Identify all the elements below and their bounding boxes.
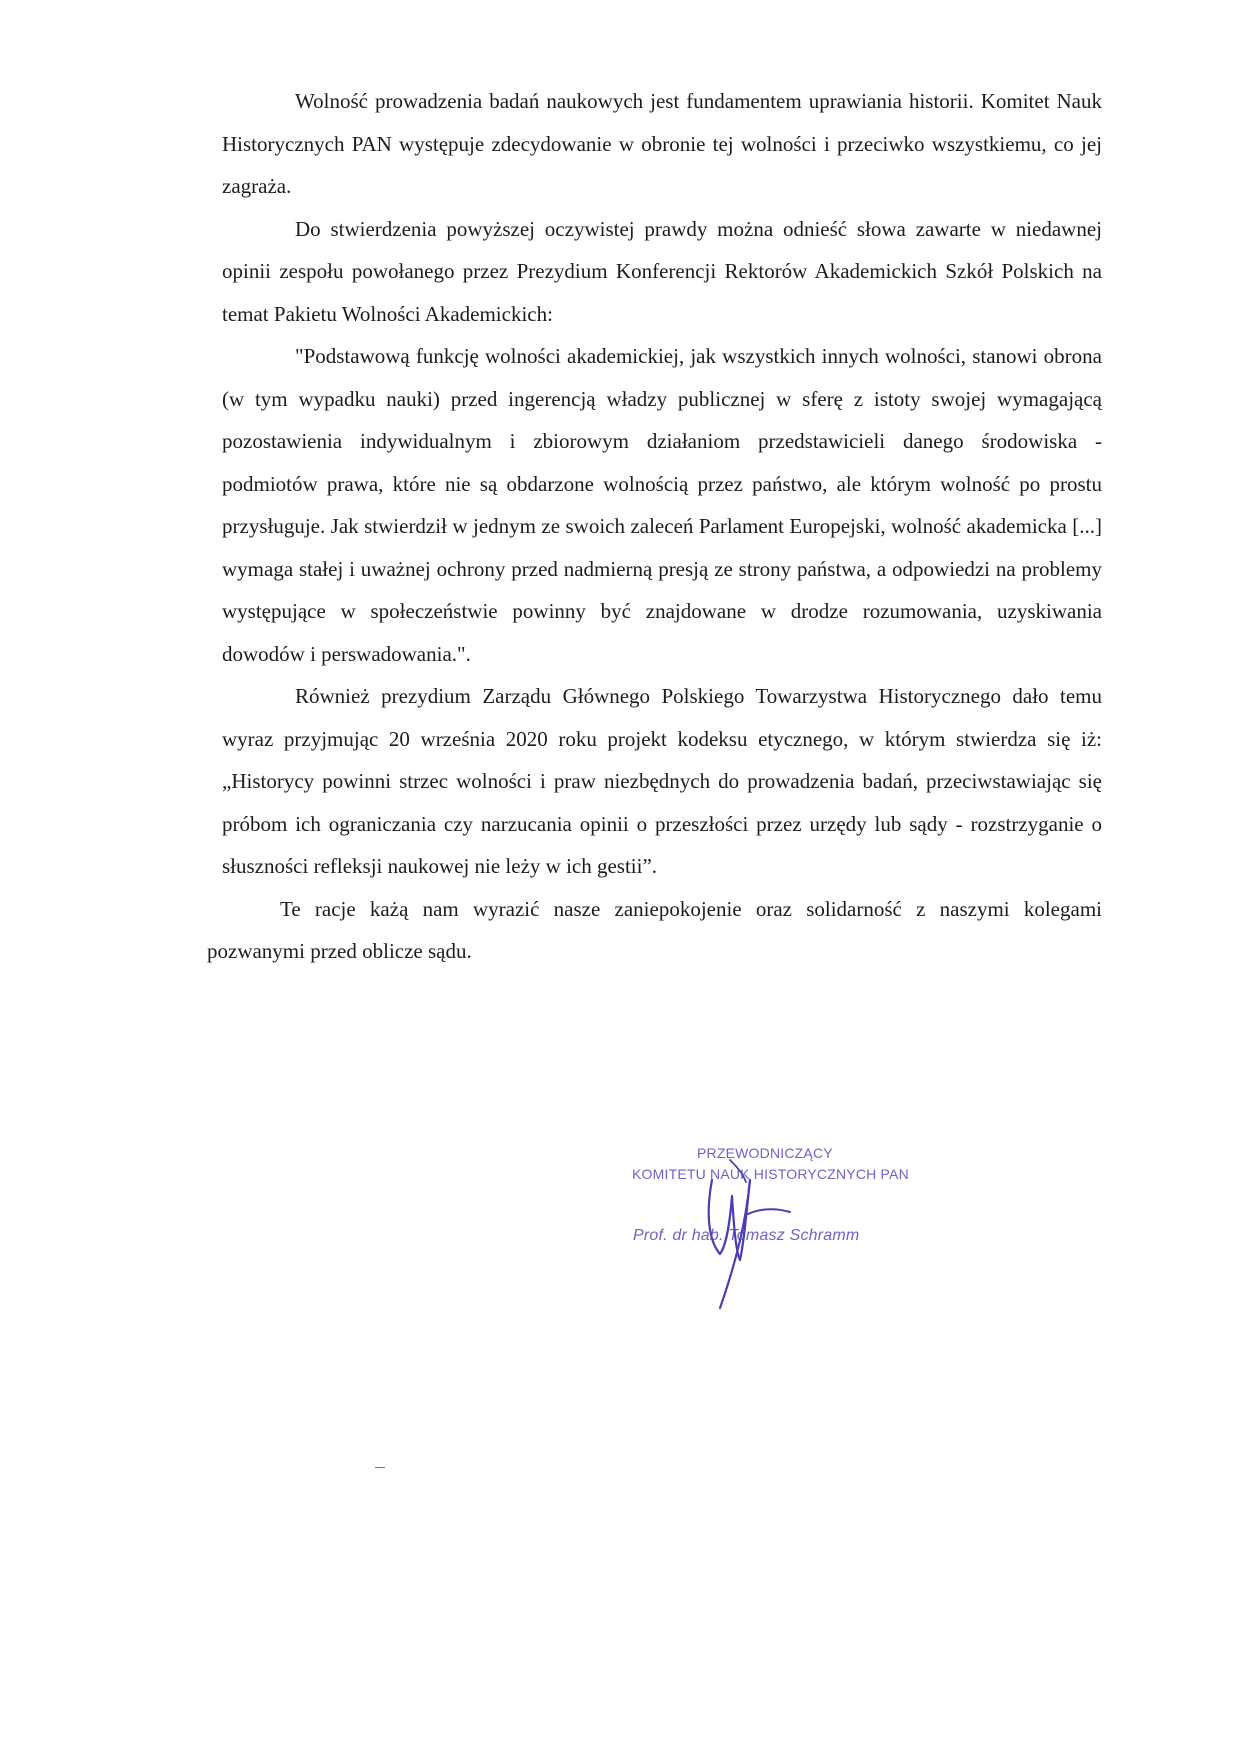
scan-artifact <box>375 1467 385 1468</box>
letter-body <box>207 80 1102 973</box>
stamp-name: Prof. dr hab. Tomasz Schramm <box>633 1227 860 1244</box>
paragraph-4: Również prezydium Zarządu Głównego Polskiego Towarzystwa Historycznego dało temu wyraz przyjmując 20 września 2020 roku projekt kodeksu etycznego, w którym stwierdza się iż: „Historycy powinni strzec wolności i praw niezbędnych do prowadzenia badań, przeciwstawiając się próbom ich ograniczania czy narzucania opinii o przeszłości przez urzędy lub sądy - rozstrzyganie o słuszności refleksji naukowej nie leży w ich gestii”. <box>222 684 1102 878</box>
stamp-committee: KOMITETU NAUK HISTORYCZNYCH PAN <box>632 1166 909 1182</box>
paragraph-2: Do stwierdzenia powyższej oczywistej prawdy można odnieść słowa zawarte w niedawnej opinii zespołu powołanego przez Prezydium Konferencji Rektorów Akademickich Szkół Polskich na temat Pakietu Wolności Akademickich: <box>222 216 1102 326</box>
paragraph-1: Wolność prowadzenia badań naukowych jest fundamentem uprawiania historii. Komitet Nauk Historycznych PAN występuje zdecydowanie w obronie tej wolności i przeciwko wszystkiemu, co jej zagraża. <box>222 89 1102 198</box>
paragraph-3-quote: "Podstawową funkcję wolności akademickiej, jak wszystkich innych wolności, stanowi obrona (w tym wypadku nauki) przed ingerencją władzy publicznej w sferę z istoty swojej wymagającą pozostawienia indywidualnym i zbiorowym działaniom przedstawicieli danego środowiska - podmiotów prawa, które nie są obdarzone wolnością przez państwo, ale którym wolność po prostu przysługuje. Jak stwierdził w jednym ze swoich zaleceń Parlament Europejski, wolność akademicka [...] wymaga stałej i uważnej ochrony przed nadmierną presją ze strony państwa, a odpowiedzi na problemy występujące w społeczeństwie powinny być znajdowane w drodze rozumowania, uzyskiwania dowodów i perswadowania.". <box>222 344 1102 666</box>
stamp-title: PRZEWODNICZĄCY <box>697 1145 833 1161</box>
paragraph-5: Te racje każą nam wyrazić nasze zaniepokojenie oraz solidarność z naszymi kolegami pozwanymi przed oblicze sądu. <box>207 896 1102 963</box>
signature-icon <box>690 1142 800 1310</box>
